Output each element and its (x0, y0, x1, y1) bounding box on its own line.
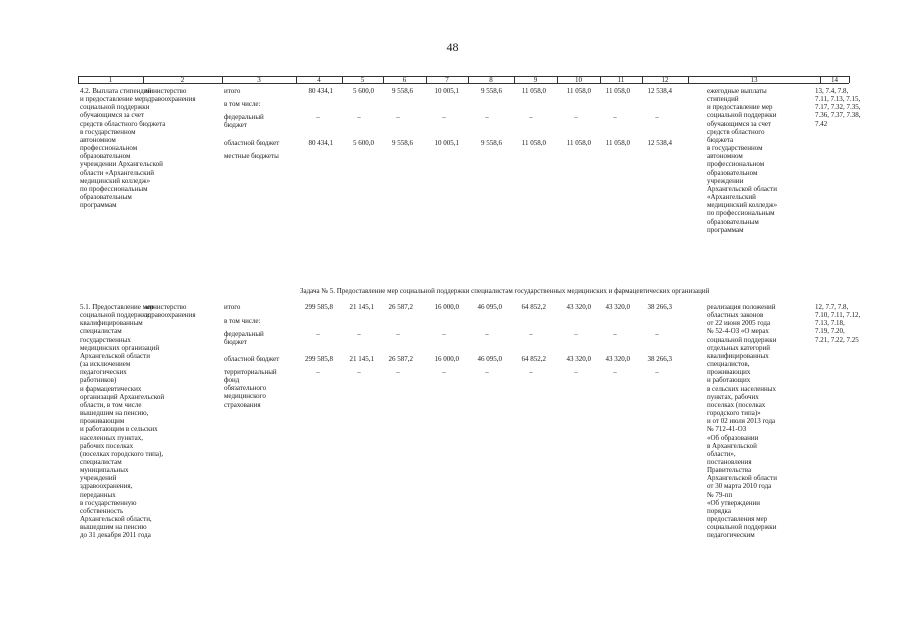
table-header-divider (849, 76, 850, 83)
value-cell: 38 266,3 (647, 355, 672, 363)
dash-cell: – (396, 368, 400, 376)
dash-cell: – (655, 368, 659, 376)
row-label: федеральный бюджет (224, 330, 264, 347)
value-cell: 9 558,6 (392, 87, 413, 95)
dash-cell: – (655, 113, 659, 121)
row-label: федеральный бюджет (224, 113, 264, 130)
table-header-cell: 1 (108, 76, 113, 84)
dash-cell: – (357, 330, 361, 338)
dash-cell: – (574, 330, 578, 338)
dash-cell: – (357, 368, 361, 376)
value-cell: 26 587,2 (388, 303, 413, 311)
table-header-cell: 11 (617, 76, 625, 84)
value-cell: 80 434,1 (308, 139, 333, 147)
value-cell: 64 852,2 (521, 303, 546, 311)
value-cell: 43 320,0 (605, 355, 630, 363)
value-cell: 5 600,0 (353, 139, 374, 147)
value-cell: 12 538,4 (647, 87, 672, 95)
value-cell: 10 005,1 (434, 87, 459, 95)
dash-cell: – (574, 368, 578, 376)
table-header-cell: 9 (533, 76, 538, 84)
dash-cell: – (529, 368, 533, 376)
dash-cell: – (613, 368, 617, 376)
value-cell: 5 600,0 (353, 87, 374, 95)
value-cell: 11 058,0 (605, 139, 630, 147)
table-header-cell: 12 (661, 76, 669, 84)
row-label: территориальный фонд обязательного медицинского страхования (224, 368, 277, 409)
table-header-cell: 5 (360, 76, 365, 84)
dash-cell: – (655, 330, 659, 338)
row-label: итого (224, 303, 241, 311)
value-cell: 43 320,0 (566, 355, 591, 363)
dash-cell: – (396, 113, 400, 121)
value-cell: 21 145,1 (349, 303, 374, 311)
row-label: областной бюджет (224, 355, 280, 363)
row-label: итого (224, 87, 241, 95)
value-cell: 11 058,0 (566, 139, 591, 147)
block1-col13-result: ежегодные выплаты стипендий и предоставление мер социальной поддержки обучающимся за счет средств областного бюджета в государственном автономном профессиональном образовательном учреждении Архангельской области «Архангельский медицинский колледж» по профессиональным образовательным программам (707, 87, 778, 234)
dash-cell: – (316, 368, 320, 376)
block2-col14-indicators: 12, 7.7, 7.8, 7.10, 7.11, 7.12, 7.13, 7.18, 7.19, 7.20, 7.21, 7.22, 7.25 (815, 303, 861, 344)
dash-cell: – (613, 330, 617, 338)
table-header-cell: 10 (575, 76, 582, 84)
block2-col2-executor: министерство здравоохранения (145, 303, 196, 320)
dash-cell: – (613, 113, 617, 121)
dash-cell: – (485, 368, 489, 376)
value-cell: 11 058,0 (605, 87, 630, 95)
value-cell: 9 558,6 (481, 139, 502, 147)
value-cell: 46 095,0 (477, 303, 502, 311)
value-cell: 9 558,6 (392, 139, 413, 147)
table-header-cell: 7 (445, 76, 449, 84)
dash-cell: – (485, 113, 489, 121)
row-label: местные бюджеты (224, 152, 279, 160)
value-cell: 21 145,1 (349, 355, 374, 363)
block2-col13-result: реализация положений областных законов от 22 июня 2005 года № 52-4-ОЗ «О мерах социальной поддержки отдельных категорий квалифицированных специалистов, проживающих и работающих в сельских населенных пунктах, рабочих поселках (поселках городского типа)» и от 02 июля 2013 года № 712-41-ОЗ «Об образовании в Архангельской области», постановления Правительства Архангельской области от 30 марта 2010 года № 79-пп «Об утверждении порядка предоставления мер социальной поддержки педагогическим (707, 303, 777, 540)
value-cell: 12 538,4 (647, 139, 672, 147)
value-cell: 46 095,0 (477, 355, 502, 363)
table-header-cell: 14 (831, 76, 838, 84)
dash-cell: – (574, 113, 578, 121)
value-cell: 9 558,6 (481, 87, 502, 95)
table-header-cell: 13 (750, 76, 758, 84)
dash-cell: – (442, 330, 446, 338)
dash-cell: – (442, 113, 446, 121)
dash-cell: – (529, 113, 533, 121)
value-cell: 299 585,8 (305, 355, 333, 363)
row-label: в том числе: (224, 100, 261, 108)
table-header-cell: 3 (257, 76, 261, 84)
value-cell: 16 000,0 (434, 303, 459, 311)
table-header-cell: 4 (317, 76, 321, 84)
task5-heading: Задача № 5. Предоставление мер социальной поддержки специалистам государственных медицинских и фармацевтических организаций (300, 287, 710, 295)
value-cell: 10 005,1 (434, 139, 459, 147)
dash-cell: – (442, 368, 446, 376)
value-cell: 64 852,2 (521, 355, 546, 363)
row-label: в том числе: (224, 317, 261, 325)
page-number: 48 (446, 40, 459, 54)
table-header-cell: 6 (402, 76, 407, 84)
dash-cell: – (396, 330, 400, 338)
value-cell: 26 587,2 (388, 355, 413, 363)
table-header-cell: 8 (489, 76, 493, 84)
block1-col2-executor: министерство здравоохранения (145, 87, 196, 104)
value-cell: 43 320,0 (605, 303, 630, 311)
dash-cell: – (357, 113, 361, 121)
value-cell: 11 058,0 (566, 87, 591, 95)
dash-cell: – (316, 113, 320, 121)
block1-col14-indicators: 13, 7.4, 7.8, 7.11, 7.13, 7.15, 7.17, 7.32, 7.35, 7.36, 7.37, 7.38, 7.42 (815, 87, 861, 128)
value-cell: 16 000,0 (434, 355, 459, 363)
value-cell: 11 058,0 (521, 139, 546, 147)
value-cell: 43 320,0 (566, 303, 591, 311)
value-cell: 11 058,0 (521, 87, 546, 95)
block1-col1-description: 4.2. Выплата стипендий и предоставление мер социальной поддержки обучающимся за счет средств областного бюджета в государственном автономном профессиональном образовательном учреждении Архангельской области «Архангельский медицинский колледж» по профессиональным образовательным программам (80, 87, 166, 210)
dash-cell: – (316, 330, 320, 338)
table-header-cell: 2 (180, 76, 185, 84)
value-cell: 80 434,1 (308, 87, 333, 95)
value-cell: 38 266,3 (647, 303, 672, 311)
dash-cell: – (529, 330, 533, 338)
block2-col1-description: 5.1. Предоставление мер социальной поддержки квалифицированным специалистам государственных медицинских организаций Архангельской области (за исключением педагогических работников) и фармацевтических организаций Архангельской области, в том числе вышедшим на пенсию, проживающим и работающим в сельских населенных пунктах, рабочих поселках (поселках городского типа), специалистам муниципальных учреждений здравоохранения, переданных в государственную собственность Архангельской области, вышедшим на пенсию до 31 декабря 2011 года (80, 303, 165, 540)
value-cell: 299 585,8 (305, 303, 333, 311)
dash-cell: – (485, 330, 489, 338)
row-label: областной бюджет (224, 139, 280, 147)
